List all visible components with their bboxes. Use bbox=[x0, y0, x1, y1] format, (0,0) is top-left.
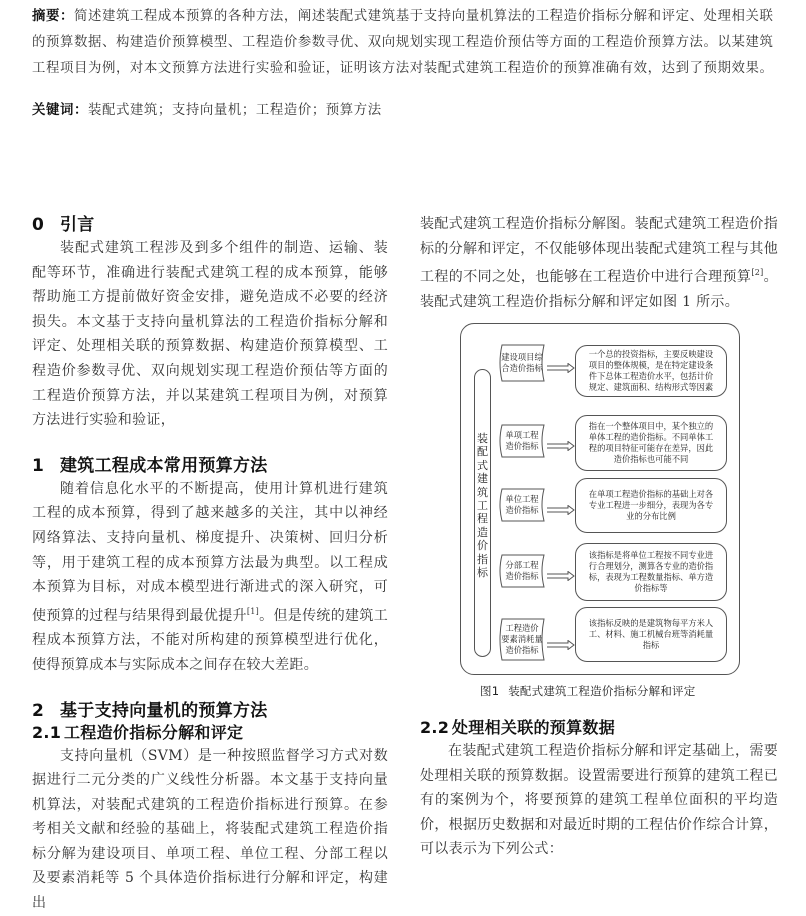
section-1-paragraph: 随着信息化水平的不断提高，使用计算机进行建筑工程的成本预算，得到了越来越多的关注，其中以神经网络算法、支持向量机、梯度提升、决策树、回归分析等，用于建筑工程的成本预算方法最为典型。以工程成本预算为目标，对成本模型进行渐进式的深入研究，可使预算的过程与结果得到最优提升[1]。但是传统的建筑工程成本预算方法，不能对所构建的预算模型进行优化，使得预算成本与实际成本之间存在较大差距。 bbox=[32, 480, 389, 673]
figure-level-name: 分部工程 造价指标 bbox=[505, 560, 539, 581]
abstract-text: 简述建筑工程成本预算的各种方法，阐述装配式建筑基于支持向量机算法的工程造价指标分解和评定、处理相关联的预算数据、构建造价预算模型、工程造价参数寻优、双向规划实现工程造价预估等方面的工程造价预算方法。以某建筑工程项目为例，对本文预算方法进行实验和验证，证明该方法对装配式建筑工程造价的预算准确有效，达到了预期效果。 bbox=[32, 9, 774, 76]
double-arrow-icon bbox=[547, 358, 575, 368]
citation-2: [2] bbox=[751, 268, 764, 278]
spine-char: 造 bbox=[477, 525, 488, 539]
spine-char: 标 bbox=[477, 566, 488, 580]
spine-char: 筑 bbox=[477, 485, 488, 499]
section-0-heading: 0 引言 bbox=[32, 215, 95, 235]
figure-level-name: 单项工程 造价指标 bbox=[505, 430, 539, 451]
figure-intro-paragraph: 装配式建筑工程造价指标分解图。装配式建筑工程造价指标的分解和评定，不仅能够体现出装配式建筑工程与其他工程的不同之处，也能够在工程造价中进行合理预算[2]。装配式建筑工程造价指标分解和评定如图 1 所示。 bbox=[420, 216, 778, 310]
abstract-label: 摘要： bbox=[32, 9, 74, 24]
spine-char: 装 bbox=[477, 432, 488, 445]
figure-level-description: 该指标是将单位工程按不同专业进 行合理划分，测算各专业的造价指 标，表现为工程数量指标、单方造 价指标等 bbox=[575, 543, 727, 601]
section-2-1-heading: 2.1 工程造价指标分解和评定 bbox=[32, 722, 244, 742]
spine-char: 程 bbox=[477, 512, 488, 526]
spine-char: 建 bbox=[477, 472, 488, 486]
double-arrow-icon bbox=[547, 500, 575, 510]
double-arrow-icon bbox=[547, 635, 575, 645]
left-column bbox=[32, 214, 388, 916]
section-2-heading: 2 基于支持向量机的预算方法 bbox=[32, 700, 268, 721]
figure-number: 图1 bbox=[480, 684, 500, 698]
figure-level-description: 一个总的投资指标，主要反映建设 项目的整体规模，是在特定建设条 件下总体工程造价水平，包括计价 规定、建筑面积、结构形式等因素 bbox=[575, 345, 727, 397]
section-1-heading: 1 建筑工程成本常用预算方法 bbox=[32, 455, 268, 476]
spine-char: 工 bbox=[477, 499, 488, 513]
figure-level-tag bbox=[499, 618, 545, 661]
section-2-2-paragraph: 在装配式建筑工程造价指标分解和评定基础上，需要处理相关联的预算数据。设置需要进行预算的建筑工程已有的案例为个，将要预算的建筑工程单位面积的平均造价，根据历史数据和对最近时期的工程估价作综合计算，可以表示为下列公式： bbox=[420, 743, 778, 858]
abstract bbox=[32, 4, 780, 82]
figure-caption bbox=[480, 683, 695, 699]
right-column-top bbox=[420, 212, 778, 314]
keywords-label: 关键词： bbox=[32, 103, 88, 118]
figure-level-name: 单位工程 造价指标 bbox=[505, 494, 539, 515]
keywords bbox=[32, 98, 780, 124]
spine-char: 式 bbox=[477, 458, 488, 472]
figure-level-name: 工程造价 要素消耗量 造价指标 bbox=[501, 623, 543, 655]
figure-level-description: 在单项工程造价指标的基础上对各 专业工程进一步细分，表现为各专 业的分布比例 bbox=[575, 478, 727, 533]
citation-1: [1] bbox=[246, 606, 260, 616]
figure-level-tag bbox=[499, 488, 545, 522]
figure-level-description: 该指标反映的是建筑物每平方米人 工、材料、施工机械台班等消耗量 指标 bbox=[575, 607, 727, 662]
section-2-1-paragraph: 支持向量机（SVM）是一种按照监督学习方式对数据进行二元分类的广义线性分析器。本文基于支持向量机算法，对装配式建筑的工程造价指标进行预算。在参考相关文献和经验的基础上，将装配式建筑工程造价指标分解为建设项目、单项工程、单位工程、分部工程以及要素消耗等 5 个具体造价指标进行分解和评定，构建出 bbox=[32, 747, 388, 912]
figure-spine-label bbox=[474, 432, 491, 579]
spine-char: 价 bbox=[477, 539, 488, 553]
section-2-2-heading: 2.2 处理相关联的预算数据 bbox=[420, 718, 616, 737]
figure-level-tag bbox=[499, 424, 545, 458]
spine-char: 指 bbox=[477, 552, 488, 566]
double-arrow-icon bbox=[547, 566, 575, 576]
double-arrow-icon bbox=[547, 436, 575, 446]
figure-level-tag bbox=[499, 554, 545, 588]
section-0-paragraph: 装配式建筑工程涉及到多个组件的制造、运输、装配等环节，准确进行装配式建筑工程的成本预算，能够帮助施工方提前做好资金安排，避免造成不必要的经济损失。本文基于支持向量机算法的工程造价指标分解和评定、处理相关联的预算数据、构建造价预算模型、工程造价参数寻优、双向规划实现工程造价预估等方面的工程造价预算方法，并以某建筑工程项目为例，对预算方法进行实验和验证， bbox=[32, 240, 388, 429]
figure-level-description: 指在一个整体项目中，某个独立的 单体工程的造价指标。不同单体工 程的项目特征可能存在差异，因此 造价指标也可能不同 bbox=[575, 415, 727, 471]
keywords-text: 装配式建筑；支持向量机；工程造价；预算方法 bbox=[87, 103, 382, 118]
figure-level-name: 建设项目综 合造价指标 bbox=[501, 352, 543, 373]
right-column-bottom bbox=[420, 717, 778, 862]
figure-caption-text: 装配式建筑工程造价指标分解和评定 bbox=[508, 684, 696, 698]
figure-level-tag bbox=[499, 344, 545, 382]
spine-char: 配 bbox=[477, 445, 488, 459]
